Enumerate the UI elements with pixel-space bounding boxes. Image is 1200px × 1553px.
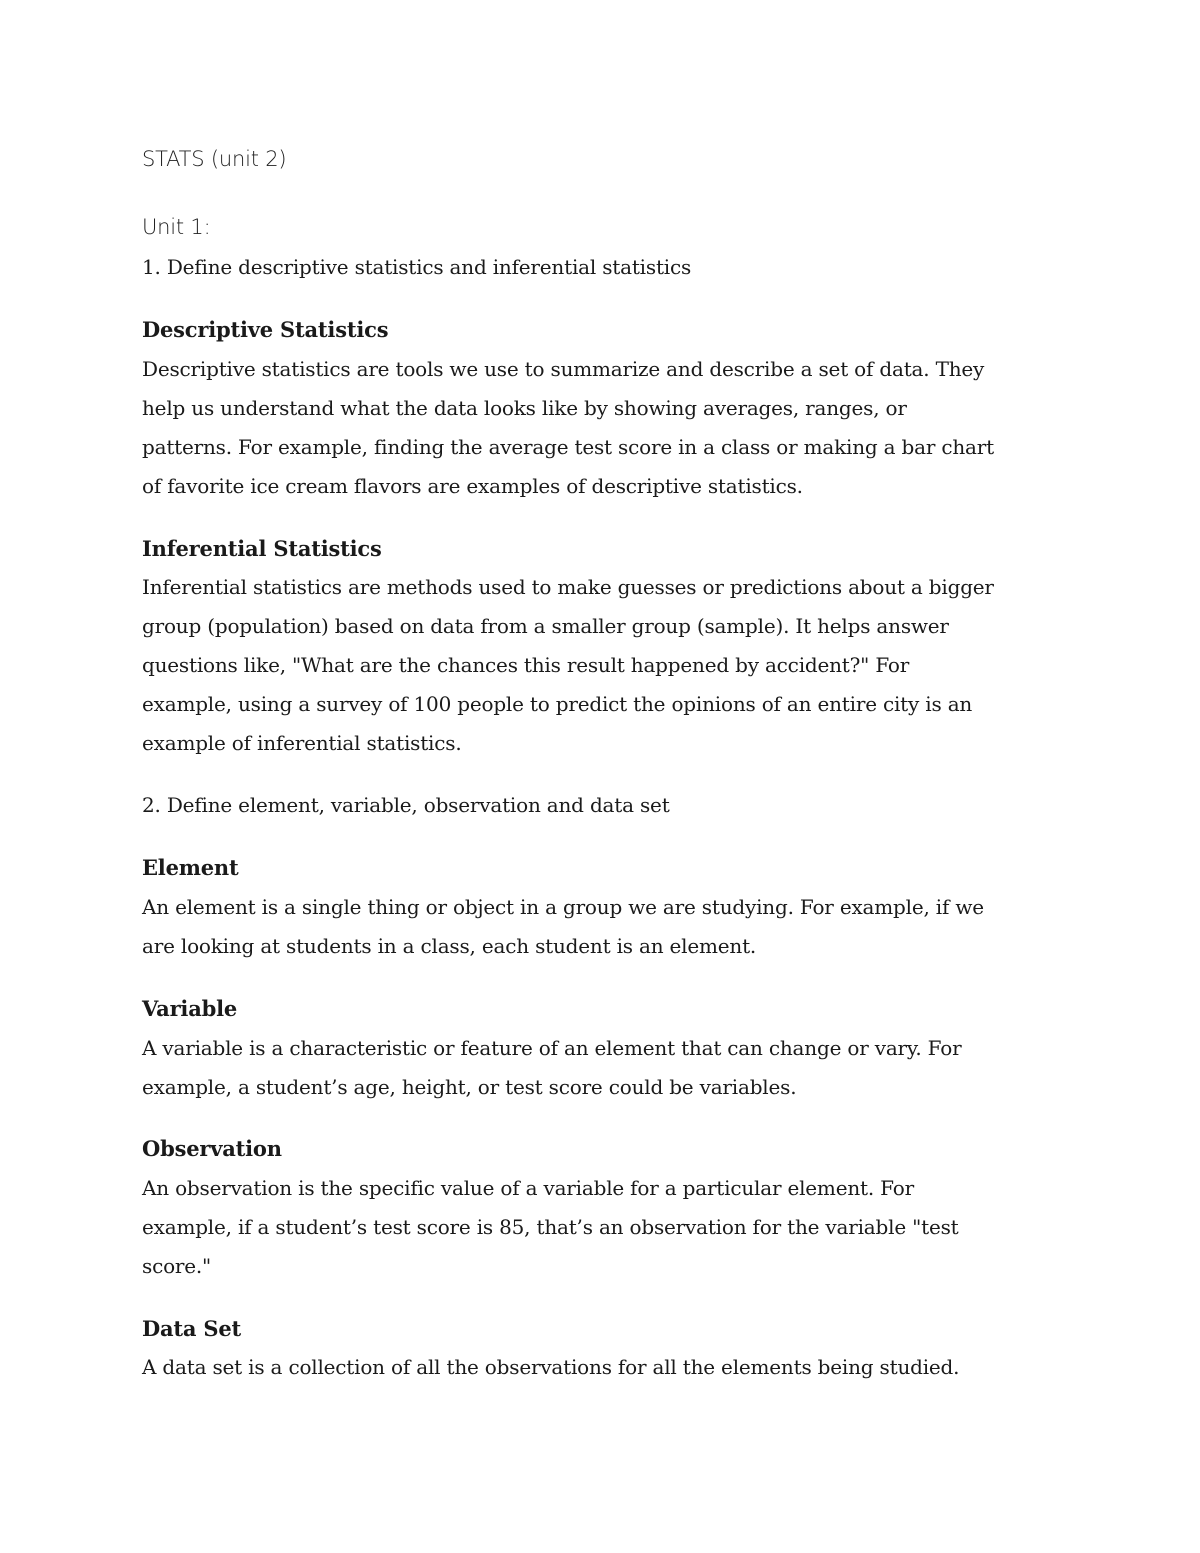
inferential-heading: Inferential Statistics bbox=[142, 536, 382, 561]
observation-line: An observation is the specific value of a variable for a particular element. For bbox=[142, 1176, 914, 1200]
dataset-heading: Data Set bbox=[142, 1316, 242, 1341]
document-title: STATS (unit 2) bbox=[142, 147, 287, 171]
unit-label: Unit 1: bbox=[142, 215, 211, 239]
inferential-line: example of inferential statistics. bbox=[142, 731, 462, 755]
element-heading: Element bbox=[142, 855, 239, 880]
descriptive-heading: Descriptive Statistics bbox=[142, 317, 389, 342]
inferential-line: questions like, "What are the chances this result happened by accident?" For bbox=[142, 653, 910, 677]
observation-heading: Observation bbox=[142, 1136, 282, 1161]
question-2: 2. Define element, variable, observation and data set bbox=[142, 793, 670, 817]
observation-line: example, if a student’s test score is 85, that’s an observation for the variable "test bbox=[142, 1215, 959, 1239]
variable-line: example, a student’s age, height, or test score could be variables. bbox=[142, 1075, 797, 1099]
descriptive-line: patterns. For example, finding the average test score in a class or making a bar chart bbox=[142, 435, 994, 459]
observation-line: score." bbox=[142, 1254, 212, 1278]
descriptive-line: help us understand what the data looks like by showing averages, ranges, or bbox=[142, 396, 907, 420]
element-line: are looking at students in a class, each student is an element. bbox=[142, 934, 757, 958]
element-line: An element is a single thing or object in a group we are studying. For example, if we bbox=[142, 895, 984, 919]
inferential-line: group (population) based on data from a smaller group (sample). It helps answer bbox=[142, 614, 949, 638]
dataset-line: A data set is a collection of all the observations for all the elements being studied. bbox=[142, 1355, 960, 1379]
descriptive-line: of favorite ice cream flavors are examples of descriptive statistics. bbox=[142, 474, 803, 498]
variable-line: A variable is a characteristic or feature of an element that can change or vary. For bbox=[142, 1036, 962, 1060]
variable-heading: Variable bbox=[142, 996, 238, 1021]
descriptive-line: Descriptive statistics are tools we use to summarize and describe a set of data. They bbox=[142, 357, 985, 381]
inferential-line: Inferential statistics are methods used to make guesses or predictions about a bigger bbox=[142, 575, 994, 599]
question-1: 1. Define descriptive statistics and inferential statistics bbox=[142, 255, 692, 279]
inferential-line: example, using a survey of 100 people to predict the opinions of an entire city is an bbox=[142, 692, 973, 716]
